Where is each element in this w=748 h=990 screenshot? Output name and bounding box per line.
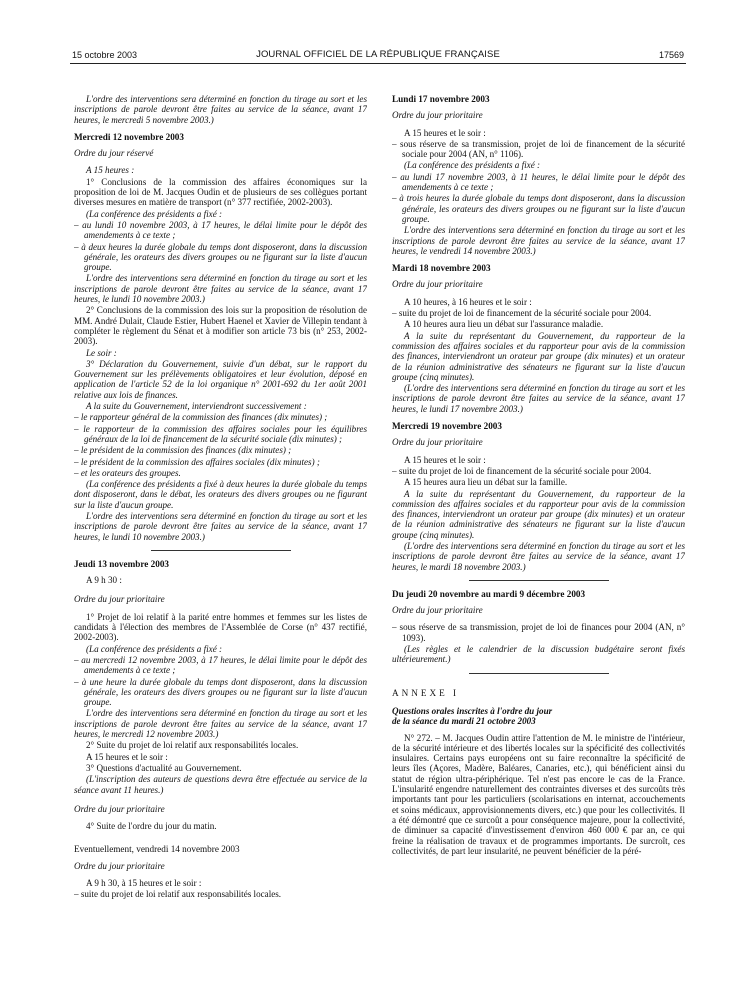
time-line: A 15 heures et le soir :	[86, 751, 168, 762]
day-heading: Eventuellement, vendredi 14 novembre 2003	[74, 844, 240, 855]
dash-item: – suite du projet de loi de financement de la sécurité sociale pour 2004.	[392, 465, 652, 476]
dash-item: – suite du projet de loi de financement de la sécurité sociale pour 2004.	[392, 308, 652, 319]
paragraph: 2° Suite du projet de loi relatif aux responsabilités locales.	[86, 740, 299, 751]
questions-title: Questions orales inscrites à l'ordre du jour	[392, 705, 553, 716]
day-heading: Mercredi 19 novembre 2003	[392, 421, 502, 432]
agenda-type: Ordre du jour réservé	[74, 148, 154, 159]
dash-item: – sous réserve de sa transmission, projet de loi de financement de la sécurité sociale pour 2004 (AN, n° 1106).	[392, 138, 685, 160]
dash-item: – le président de la commission des finances (dix minutes) ;	[74, 445, 292, 456]
separator-rule	[469, 580, 609, 581]
paragraph: A la suite du représentant du Gouvernement, du rapporteur de la commission des affaires sociales et du rapporteur pour avis de la commission des finances, interviendront un orateur par groupe (dix minutes) et un orateur de la réunion administrative des sénateurs ne figurant sur la liste d'aucun groupe (cinq minutes).	[392, 330, 685, 382]
day-heading: Mardi 18 novembre 2003	[392, 263, 491, 274]
separator-rule	[151, 550, 291, 551]
separator-rule	[469, 673, 609, 674]
paragraph: (L'ordre des interventions sera déterminé en fonction du tirage au sort et les inscriptions de parole devront être faites au service de la séance, avant 17 heures, le lundi 17 novembre 2003.)	[392, 383, 685, 414]
agenda-type: Ordre du jour prioritaire	[392, 279, 483, 290]
paragraph: A la suite du représentant du Gouvernement, du rapporteur de la commission des affaires sociales et du rapporteur pour avis de la commission des finances, interviendront un orateur par groupe (dix minutes) et un orateur de la réunion administrative des sénateurs ne figurant sur la liste d'aucun groupe (cinq minutes).	[392, 488, 685, 540]
dash-item: – à une heure la durée globale du temps dont disposeront, dans la discussion générale, les orateurs des divers groupes ou ne figurant sur la liste d'aucun groupe.	[74, 676, 367, 708]
agenda-type: Ordre du jour prioritaire	[392, 605, 483, 616]
paragraph: 1° Conclusions de la commission des affaires économiques sur la proposition de loi de M. Jacques Oudin et de plusieurs de ses collègues portant diverses mesures en matière de transport (n° 377 rectifiée, 2002-2003).	[74, 176, 367, 208]
paragraph: A la suite du Gouvernement, interviendront successivement :	[86, 401, 307, 412]
questions-title-date: de la séance du mardi 21 octobre 2003	[392, 716, 536, 727]
dash-item: – et les orateurs des groupes.	[74, 467, 181, 478]
dash-item: – à deux heures la durée globale du temps dont disposeront, dans la discussion générale, les orateurs des divers groupes ou ne figurant sur la liste d'aucun groupe.	[74, 241, 367, 273]
question-text: N° 272. – M. Jacques Oudin attire l'attention de M. le ministre de l'intérieur, de la sécurité intérieure et des libertés locales sur la spécificité des collectivités insulaires. Certains pays européens ont su faire reconnaître la spécificité de leurs îles (Açores, Madère, Baléares, Canaries, etc.), qui bénéficient ainsi du statut de région ultra-périphérique. Tel n'est pas encore le cas de la France. L'insularité engendre naturellement des contraintes diverses et des surcoûts très importants tant pour les particuliers (scolarisations en internat, accouchements et soins médicaux, approvisionnements divers, etc.) que pour les collectivités. Il a été démontré que ce surcoût a pour conséquence majeure, pour la collectivité, de diminuer sa capacité d'investissement d'environ 460 000 € par an, ce qui freine la réalisation de travaux et de programmes importants. De surcroît, ces collectivités, de part leur insularité, ne peuvent bénéficier de la péré-	[392, 732, 685, 856]
dash-item: – au lundi 17 novembre 2003, à 11 heures, le délai limite pour le dépôt des amendements à ce texte ;	[392, 171, 685, 193]
annex-heading: ANNEXE I	[392, 687, 460, 698]
dash-item: – suite du projet de loi relatif aux responsabilités locales.	[74, 889, 282, 900]
time-line: Le soir :	[86, 347, 117, 358]
day-heading: Mercredi 12 novembre 2003	[74, 131, 184, 142]
day-heading: Du jeudi 20 novembre au mardi 9 décembre 2003	[392, 588, 586, 599]
agenda-type: Ordre du jour prioritaire	[74, 860, 165, 871]
dash-item: – le rapporteur de la commission des affaires sociales pour les équilibres généraux de la loi de financement de la sécurité sociale (dix minutes) ;	[74, 423, 367, 444]
header-title: JOURNAL OFFICIEL DE LA RÉPUBLIQUE FRANÇAISE	[256, 49, 500, 60]
paragraph: (La conférence des présidents a fixé :	[86, 208, 223, 219]
agenda-type: Ordre du jour prioritaire	[392, 110, 483, 121]
paragraph: (La conférence des présidents a fixé :	[404, 160, 541, 171]
dash-item: – le rapporteur général de la commission des finances (dix minutes) ;	[74, 412, 328, 423]
time-line: A 15 heures :	[86, 165, 135, 176]
paragraph: (La conférence des présidents a fixé :	[86, 643, 223, 654]
page-header	[70, 46, 686, 64]
left-column	[74, 94, 367, 974]
time-line: A 15 heures et le soir :	[404, 127, 486, 138]
header-page-number: 17569	[658, 50, 684, 60]
paragraph: (L'inscription des auteurs de questions devra être effectuée au service de la séance avant 11 heures.)	[74, 774, 367, 795]
day-heading: Jeudi 13 novembre 2003	[74, 558, 170, 569]
paragraph: L'ordre des interventions sera déterminé en fonction du tirage au sort et les inscriptions de parole devront être faites au service de la séance, avant 17 heures, le mercredi 12 novembre 2003.)	[74, 708, 367, 740]
paragraph: 2° Conclusions de la commission des lois sur la proposition de résolution de MM. André Dulait, Claude Estier, Hubert Haenel et Xavier de Villepin tendant à compléter le règlement du Sénat et à modifier son article 73 bis (n° 253, 2002-2003).	[74, 305, 367, 347]
dash-item: – sous réserve de sa transmission, projet de loi de finances pour 2004 (AN, n° 1093).	[392, 622, 685, 643]
paragraph: 3° Questions d'actualité au Gouvernement.	[86, 762, 242, 773]
paragraph: (Les règles et le calendrier de la discussion budgétaire seront fixés ultérieurement.)	[392, 644, 685, 665]
paragraph: L'ordre des interventions sera déterminé en fonction du tirage au sort et les inscriptions de parole devront être faites au service de la séance, avant 17 heures, le lundi 10 novembre 2003.)	[74, 273, 367, 305]
agenda-type: Ordre du jour prioritaire	[74, 594, 165, 605]
header-rule	[70, 63, 686, 64]
dash-item: – à trois heures la durée globale du temps dont disposeront, dans la discussion générale, les orateurs des divers groupes ou ne figurant sur la liste d'aucun groupe.	[392, 193, 685, 224]
paragraph: A 10 heures aura lieu un débat sur l'assurance maladie.	[404, 319, 604, 330]
paragraph: (L'ordre des interventions sera déterminé en fonction du tirage au sort et les inscriptions de parole devront être faites au service de la séance, avant 17 heures, le mardi 18 novembre 2003.)	[392, 540, 685, 572]
dash-item: – au lundi 10 novembre 2003, à 17 heures, le délai limite pour le dépôt des amendements à ce texte ;	[74, 219, 367, 241]
agenda-type: Ordre du jour prioritaire	[74, 803, 165, 814]
time-line: A 9 h 30 :	[86, 575, 122, 586]
paragraph: 4° Suite de l'ordre du jour du matin.	[86, 821, 217, 832]
paragraph: 1° Projet de loi relatif à la parité entre hommes et femmes sur les listes de candidats à l'élection des membres de l'Assemblée de Corse (n° 437 rectifié, 2002-2003).	[74, 611, 367, 643]
paragraph: L'ordre des interventions sera déterminé en fonction du tirage au sort et les inscriptions de parole devront être faites au service de la séance, avant 17 heures, le lundi 10 novembre 2003.)	[74, 510, 367, 542]
agenda-type: Ordre du jour prioritaire	[392, 437, 483, 448]
header-date: 15 octobre 2003	[72, 50, 138, 60]
time-line: A 10 heures, à 16 heures et le soir :	[404, 296, 532, 307]
paragraph: L'ordre des interventions sera déterminé en fonction du tirage au sort et les inscriptions de parole devront être faites au service de la séance, avant 17 heures, le vendredi 14 novembre 2003.)	[392, 225, 685, 256]
paragraph: A 15 heures aura lieu un débat sur la famille.	[404, 477, 568, 488]
paragraph: L'ordre des interventions sera déterminé en fonction du tirage au sort et les inscriptions de parole devront être faites au service de la séance, avant 17 heures, le mercredi 5 novembre 2003.)	[74, 94, 367, 125]
dash-item: – au mercredi 12 novembre 2003, à 17 heures, le délai limite pour le dépôt des amendements à ce texte ;	[74, 654, 367, 676]
dash-item: – le président de la commission des affaires sociales (dix minutes) ;	[74, 456, 320, 467]
time-line: A 9 h 30, à 15 heures et le soir :	[86, 878, 202, 888]
day-heading: Lundi 17 novembre 2003	[392, 94, 490, 104]
paragraph: 3° Déclaration du Gouvernement, suivie d'un débat, sur le rapport du Gouvernement sur les prélèvements obligatoires et leur évolution, déposé en application de l'article 52 de la loi organique n° 2001-692 du 1er août 2001 relative aux lois de finances.	[74, 358, 367, 400]
time-line: A 15 heures et le soir :	[404, 454, 486, 465]
right-column	[392, 94, 685, 974]
paragraph: (La conférence des présidents a fixé à deux heures la durée globale du temps dont disposeront, dans le débat, les orateurs des divers groupes ou ne figurant sur la liste d'aucun groupe.	[74, 479, 367, 510]
